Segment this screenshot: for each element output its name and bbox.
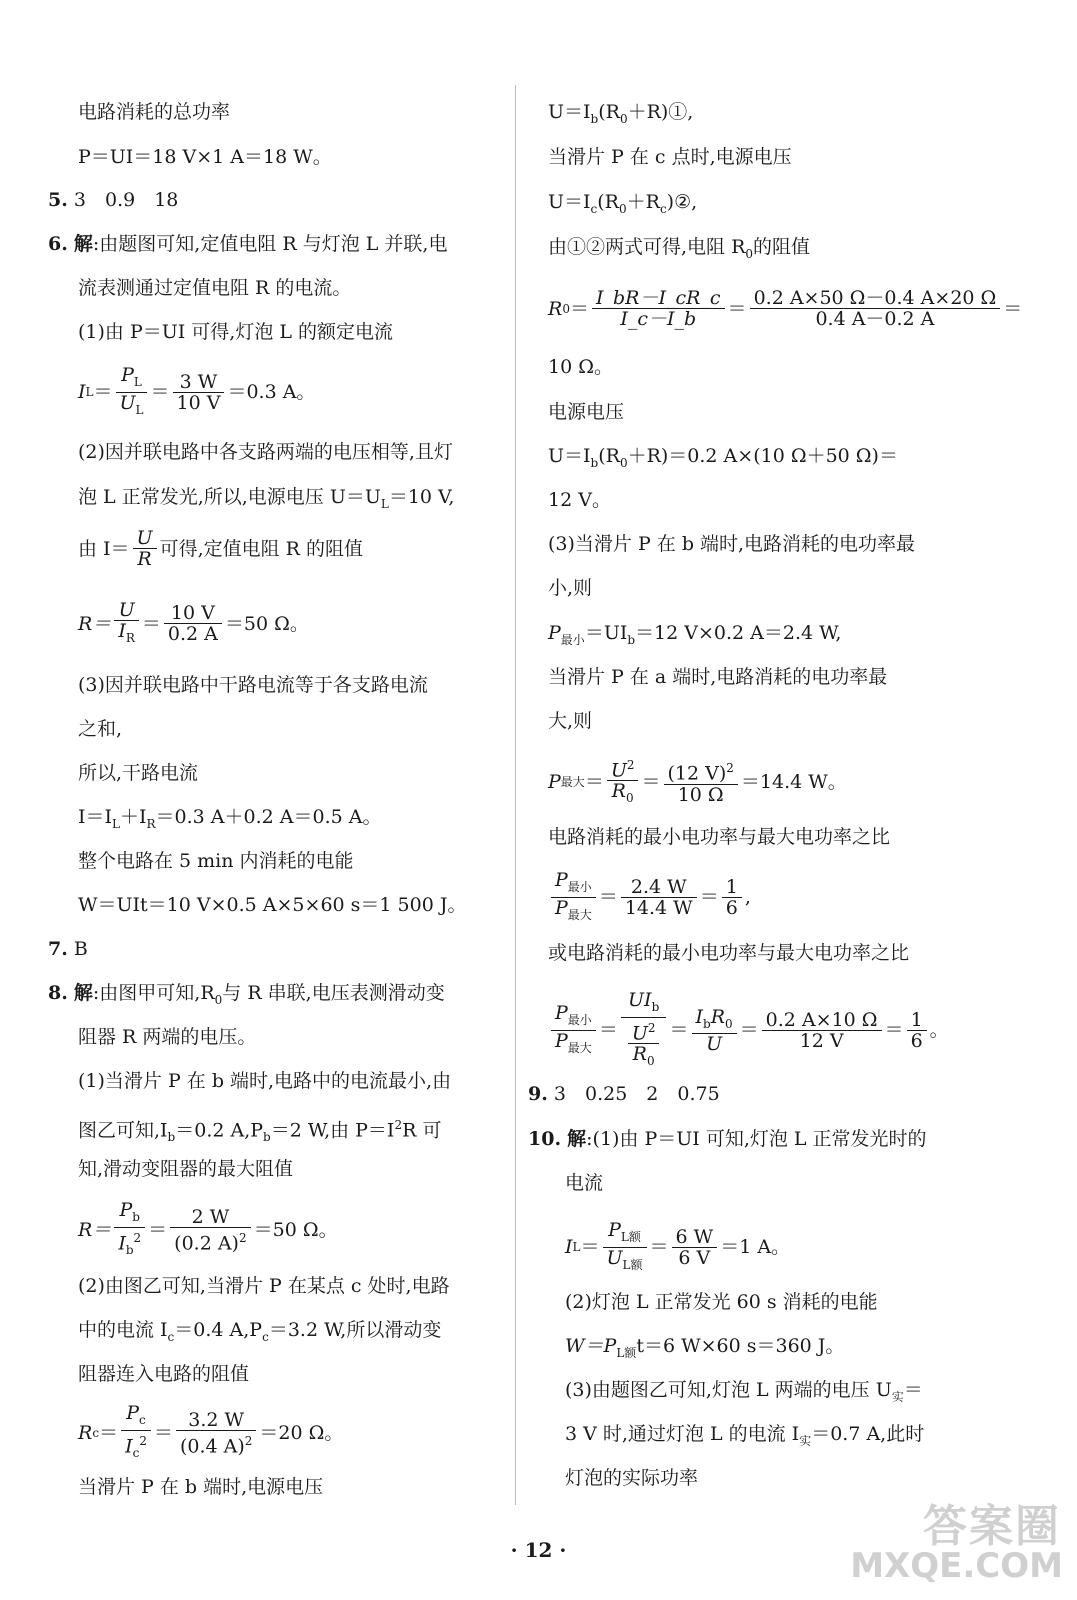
fraction [164,603,222,644]
denominator: 6 V [678,1246,711,1269]
text-line [565,1334,844,1365]
text-line [548,100,693,131]
subscript: 最大 [567,907,592,922]
text-line: (1)由 P＝UI 可得,灯泡 L 的额定电流 [78,321,394,343]
text: ＝2 W,由 P＝I [270,1119,395,1142]
text: R 可 [402,1119,442,1142]
text: ＝UI [584,622,628,644]
text: 中的电流 I [78,1319,168,1341]
denominator: 0.2 A [167,623,218,646]
text-line: 灯泡的实际功率 [565,1467,699,1489]
question-number: 8. [48,982,68,1004]
text: (3)由题图乙可知,灯泡 L 两端的电压 U [565,1379,892,1401]
text: ＋R [626,191,660,213]
numerator: P [119,1199,133,1221]
text: 泡 L 正常发光,所以,电源电压 U＝U [78,486,381,508]
denominator: U [119,391,136,414]
symbol: I [565,1236,573,1259]
subscript: b [167,1130,176,1145]
text: W＝P [565,1335,617,1357]
subscript: 0 [625,791,634,806]
numerator: I_bR－I_cR_c [592,288,725,309]
fraction [750,288,1001,329]
answer-text: 3 0.9 18 [73,189,179,211]
text-line: (2)灯泡 L 正常发光 60 s 消耗的电能 [565,1291,878,1313]
subscript: 最小 [567,879,592,894]
subscript: L额 [622,1257,643,1272]
text: t＝6 W×60 s＝360 J。 [636,1335,845,1357]
subscript: b [132,1209,140,1224]
subscript: 实 [799,1433,812,1448]
superscript: 2 [139,1433,147,1448]
text-line [78,1113,441,1149]
text-line: (2)因并联电路中各支路两端的电压相等,且灯 [78,441,453,463]
subscript: L [112,816,120,831]
text-line: 10 Ω。 [548,356,613,378]
text-line: 知,滑动变阻器的最大阻值 [78,1158,294,1180]
numerator: U [610,759,627,782]
subscript: 最小 [567,1012,592,1027]
fraction [551,1003,596,1058]
result: ＝0.3 A。 [227,381,316,404]
subscript: 0 [725,1016,733,1031]
numerator: P [555,1002,568,1025]
superscript: 2 [394,1118,403,1132]
subscript: L [572,1240,581,1255]
fraction [607,755,639,808]
symbol: I [78,381,86,404]
denominator: I_c－I_b [620,308,697,330]
text-line [548,621,841,652]
text: P [548,622,561,644]
numerator: 0.2 A×10 Ω [762,1010,882,1031]
subscript: 0 [618,201,627,216]
text-line [78,1318,441,1349]
subscript: 0 [619,111,628,126]
result: ＝1 A。 [720,1236,791,1259]
question-number: 6. [48,233,68,255]
denominator: (0.4 A) [179,1435,245,1458]
superscript: 2 [244,1433,253,1448]
text: 可得,定值电阻 R 的阻值 [159,537,363,560]
fraction [621,877,697,918]
result: ＝ [1003,297,1023,320]
subscript: R [146,816,156,831]
question-7 [48,937,88,961]
text: 图乙可知,I [78,1119,168,1142]
text-line: 整个电路在 5 min 内消耗的电能 [78,850,354,872]
subscript: R [125,630,135,645]
subscript: b [627,632,636,647]
fraction [907,1010,927,1051]
text-line [548,444,898,475]
fraction [114,1200,145,1260]
numerator: 2 W [170,1207,250,1228]
superscript: 2 [647,1020,656,1035]
solution-label: 解 [567,1128,587,1150]
question-10-line [528,1127,927,1151]
text: )②, [666,191,698,213]
text-line: 阻器 R 两端的电压。 [78,1026,257,1048]
superscript: 2 [626,758,635,772]
text: U＝I [548,191,591,213]
answer-text: 3 0.25 2 0.75 [553,1083,720,1105]
subscript: b [263,1130,271,1145]
numerator: 1 [907,1010,927,1031]
text-line: 阻器连入电路的阻值 [78,1363,250,1385]
fraction [170,1207,250,1253]
subscript: c [659,201,667,216]
result: 。 [929,1019,949,1042]
text: 与 R 串联,电压表测滑动变 [222,982,445,1004]
numerator: P [608,1219,621,1241]
watermark-text: 答案圈 [923,1501,1061,1552]
text: 3 V 时,通过灯泡 L 的电流 I [565,1423,800,1445]
solution-label: 解 [73,982,93,1004]
denominator: P [555,1029,568,1052]
denominator: U [606,1246,623,1269]
text-line: 或电路消耗的最小电功率与最大电功率之比 [548,942,910,964]
numerator: P [555,869,568,891]
fraction [551,870,596,925]
denominator: 0.4 A－0.2 A [815,308,935,330]
subscript: L [135,402,144,417]
watermark-url: MXQE.COM [850,1546,1063,1586]
denominator: 6 [910,1029,923,1052]
fraction [133,528,157,569]
text-line [548,235,810,266]
text: :由题图可知,定值电阻 R 与灯泡 L 并联,电 [92,233,448,255]
numerator: U [133,528,157,549]
text: ＋R)①, [627,101,694,123]
fraction [664,758,738,804]
result: ＝14.4 W。 [740,770,847,793]
result: ＝20 Ω。 [259,1421,344,1444]
text-line: 电流 [565,1172,604,1194]
question-number: 10. [528,1128,562,1150]
numerator: U [631,1022,648,1045]
equation-il-10: I L ＝ $\frac{P_{L额}}{U_{L额}}$ ＝ $\frac{6 W}{6 V}$ ＝1 A。 [565,1220,790,1275]
subscript: 0 [745,246,754,261]
numerator: P [121,364,134,386]
denominator: R [611,780,626,803]
answer-text: B [73,938,88,960]
fraction [176,1410,256,1456]
fraction [672,1227,718,1268]
question-6-line [48,232,447,256]
numerator: U [114,600,139,621]
text: ＝10 V, [388,486,455,508]
denominator: I [118,1232,126,1255]
equation-r: R＝ $\frac{U}{I_R}$ ＝ $\frac{10 V}{0.2 A}$ ＝50 Ω。 [78,600,309,648]
question-number: 5. [48,189,68,211]
symbol: R [78,1421,93,1444]
text: ＝0.7 A,此时 [811,1423,925,1445]
fraction [116,365,148,420]
text-line [78,485,454,516]
equation-pmax: P 最大 ＝ $\frac{U^2}{R_0}$ ＝ $\frac{(12 V)^2}{10 \Omega}$ ＝14.4 W。 [548,755,847,808]
equation-ratio-1: $\frac{P_{最小}}{P_{最大}}$ ＝ $\frac{2.4 W}{14.4 W}$ ＝ $\frac{1}{6}$ , [548,870,751,925]
question-8-line [48,981,445,1012]
text-line: W＝UIt＝10 V×0.5 A×5×60 s＝1 500 J。 [78,894,467,916]
denominator: 10 V [176,391,221,414]
text: ＝0.3 A＋0.2 A＝0.5 A。 [155,806,382,828]
text-line: 电路消耗的最小电功率与最大电功率之比 [548,826,891,848]
subscript: L [133,374,142,389]
subscript: 实 [891,1389,904,1404]
text-line: 当滑片 P 在 c 点时,电源电压 [548,146,792,168]
text: ＝0.2 A,P [175,1119,264,1142]
subscript: 0 [646,1053,655,1068]
superscript: 2 [726,761,734,776]
text: ＋I [119,806,147,828]
numerator: R [710,1005,726,1028]
fraction [173,372,225,413]
subscript: 最大 [560,774,585,789]
denominator: 10 Ω [677,783,724,806]
fraction [722,877,742,918]
text: U＝I [548,101,591,123]
text: (R [598,101,620,123]
text-line: (3)因并联电路中干路电流等于各支路电流 [78,674,428,696]
numerator: 2.4 W [621,877,697,898]
text-line [565,1378,923,1409]
fraction [592,288,725,329]
text-line: 所以,干路电流 [78,762,199,784]
equation-ratio-2: $\frac{P_{最小}}{P_{最大}}$ ＝ $\frac{UI_b}{\frac{U^2}{R_0}}$ ＝ $\frac{I_bR_0}{U}$ ＝ $\frac{0.2 A\times 10 \Omega}{12 V}$ ＝ $\frac{1}{6}$ 。 [548,990,949,1071]
denominator: 14.4 W [624,896,693,919]
subscript: 最小 [560,632,585,647]
text: ＝12 V×0.2 A＝2.4 W, [635,622,842,644]
watermark-logo [850,1484,1067,1594]
question-number: 9. [528,1083,548,1105]
text: 的阻值 [753,236,811,258]
text-line [565,1422,924,1453]
numerator: P [126,1402,140,1424]
numerator: UI [628,989,652,1011]
fraction [603,1220,647,1275]
denominator: P [555,896,568,919]
text-line: 之和, [78,718,123,740]
subscript: L额 [620,1229,641,1244]
equation-il: I L ＝ $\frac{P_L}{U_L}$ ＝ $\frac{3 W}{10 V}$ ＝0.3 A。 [78,365,315,420]
text-line: (1)当滑片 P 在 b 端时,电路中的电流最小,由 [78,1070,452,1092]
result: ＝50 Ω。 [253,1218,338,1241]
subscript: b [125,1242,134,1257]
result: ＝50 Ω。 [224,612,309,635]
equation-ohm [78,528,363,569]
subscript: L [85,385,94,400]
subscript: c [132,1445,140,1460]
subscript: 0 [619,455,628,470]
text: :由图甲可知,R [92,982,215,1004]
text: U＝I [548,445,591,467]
text-line: 小,则 [548,577,593,599]
question-9 [528,1082,720,1106]
text: :(1)由 P＝UI 可知,灯泡 L 正常发光时的 [586,1128,927,1150]
subscript: c [167,1329,175,1344]
text-line: 当滑片 P 在 b 端时,电源电压 [78,1476,324,1498]
equation-rc: R c ＝ $\frac{P_c}{I_c^2}$ ＝ $\frac{3.2 W}{(0.4 A)^2}$ ＝20 Ω。 [78,1403,343,1463]
text: (R [598,445,620,467]
subscript: 0 [214,992,223,1007]
nested-fraction [628,1018,660,1071]
text: 由 I＝ [78,537,130,560]
numerator: 3 W [173,372,225,393]
text-line: 流表测通过定值电阻 R 的电流。 [78,277,352,299]
text-line: 12 V。 [548,489,611,511]
superscript: 2 [133,1230,142,1245]
numerator: I [695,1005,704,1028]
subscript: L额 [616,1345,637,1360]
text: (R [597,191,619,213]
fraction [114,600,139,648]
subscript: c [92,1425,100,1440]
denominator: I [118,620,126,642]
text: I＝I [78,806,113,828]
denominator: I [125,1435,133,1458]
text-line: 大,则 [548,710,593,732]
page-number: · 12 · [510,1538,567,1562]
text: 由①②两式可得,电阻 R [548,236,746,258]
numerator: 6 W [672,1227,718,1248]
fraction [121,1403,151,1463]
equation-r0: R 0 ＝ $\frac{I\_bR-I\_cR\_c}{I\_c-I\_b}$ ＝ $\frac{0.2 A\times 50 \Omega-0.4 A\times 20 \Omega}{0.4 A-0.2 A}$ ＝ [548,287,1023,330]
text-line: 当滑片 P 在 a 端时,电路消耗的电功率最 [548,666,888,688]
numerator: 1 [722,877,742,898]
subscript: c [590,201,598,216]
fraction [762,1010,882,1051]
text: ＝ [903,1379,923,1401]
text-line [78,805,381,836]
symbol: R＝ [78,612,112,635]
text: ＋R)＝0.2 A×(10 Ω＋50 Ω)＝ [627,445,898,467]
text: ＝0.4 A,P [174,1319,263,1341]
text-line: (3)当滑片 P 在 b 端时,电路消耗的电功率最 [548,533,916,555]
denominator: R [632,1043,647,1066]
denominator: U [706,1033,723,1056]
numerator: (12 V) [667,762,727,785]
question-number: 7. [48,938,68,960]
text-line [548,190,697,221]
numerator: 3.2 W [176,1410,256,1431]
solution-label: 解 [73,233,93,255]
fraction [692,1007,737,1055]
subscript: 0 [562,301,570,316]
subscript: c [139,1412,146,1427]
text: ＝3.2 W,所以滑动变 [268,1319,442,1341]
text-line: (2)由图乙可知,当滑片 P 在某点 c 处时,电路 [78,1275,450,1297]
equation-r-max: R＝ $\frac{P_b}{I_b^2}$ ＝ $\frac{2 W}{(0.2 A)^2}$ ＝50 Ω。 [78,1200,338,1260]
subscript: b [651,999,660,1014]
numerator: 0.2 A×50 Ω－0.4 A×20 Ω [750,288,1001,309]
text-line: P＝UI＝18 V×1 A＝18 W。 [78,146,332,168]
subscript: b [590,111,599,126]
column-divider [515,85,516,1505]
subscript: L [380,496,389,511]
text-line: 电路消耗的总功率 [78,101,231,123]
superscript: 2 [238,1230,247,1245]
subscript: 最大 [567,1040,592,1055]
subscript: b [703,1016,711,1031]
symbol: R＝ [78,1218,112,1241]
fraction [621,990,667,1071]
text-line: 电源电压 [548,401,625,423]
denominator: 12 V [799,1029,844,1052]
denominator: 6 [725,896,738,919]
denominator: (0.2 A) [174,1232,239,1255]
symbol: R [548,297,563,320]
numerator: 10 V [164,603,222,624]
denominator: R [137,548,152,570]
subscript: c [262,1329,269,1344]
subscript: b [590,455,599,470]
result: , [744,886,751,909]
question-5 [48,188,178,212]
symbol: P [548,770,561,793]
